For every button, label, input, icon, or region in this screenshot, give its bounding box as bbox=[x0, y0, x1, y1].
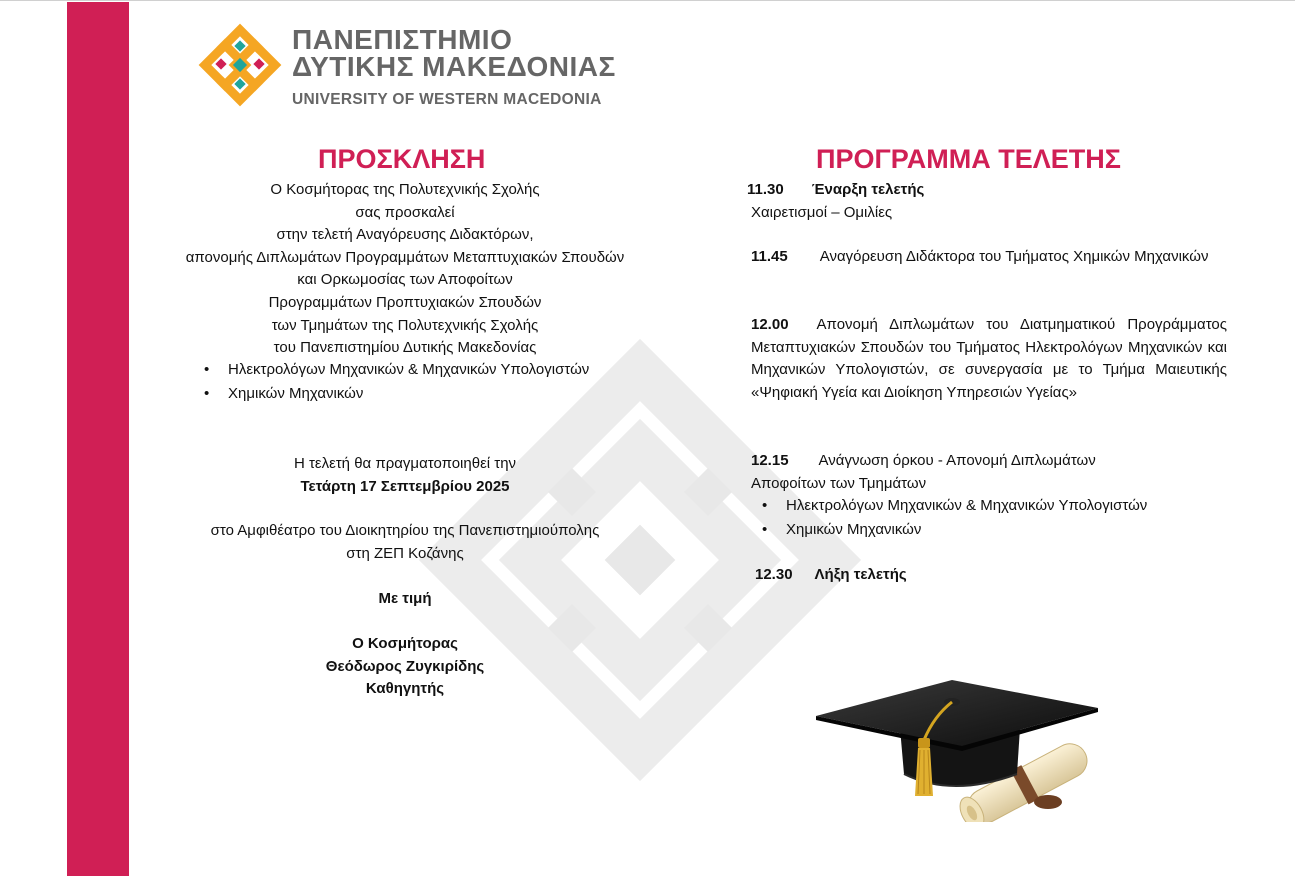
venue-line2: στη ΖΕΠ Κοζάνης bbox=[346, 544, 464, 562]
program-item-1 bbox=[747, 179, 1227, 224]
program-item-3 bbox=[751, 314, 1227, 404]
top-border bbox=[0, 0, 1295, 1]
invitation-line: των Τμημάτων της Πολυτεχνικής Σχολής bbox=[271, 316, 539, 334]
program-item-text: Αποφοίτων των Τμημάτων bbox=[751, 474, 927, 492]
program-item-4 bbox=[751, 450, 1227, 495]
invitation-line: Ο Κοσμήτορας της Πολυτεχνικής Σχολής bbox=[270, 181, 540, 198]
graduation-cap-icon bbox=[812, 676, 1102, 822]
program-item-text: Αναγόρευση Διδάκτορα του Τμήματος Χημικών Μηχανικών bbox=[819, 248, 1209, 265]
invitation-line: και Ορκωμοσίας των Αποφοίτων bbox=[297, 271, 513, 289]
bullet-icon: • bbox=[204, 361, 210, 378]
university-logo bbox=[197, 22, 642, 114]
program-time: 12.00 bbox=[751, 316, 789, 333]
invitation-line: Προγραμμάτων Προπτυχιακών Σπουδών bbox=[268, 293, 542, 311]
logo-english: UNIVERSITY OF WESTERN MACEDONIA bbox=[292, 91, 602, 108]
invitation-department-item: • Ηλεκτρολόγων Μηχανικών & Μηχανικών Υπολογιστών bbox=[204, 361, 590, 378]
venue-line1: στο Αμφιθέατρο του Διοικητηρίου της Πανεπιστημιούπολης bbox=[210, 522, 600, 539]
invitation-line: σας προσκαλεί bbox=[355, 203, 455, 221]
program-time: 12.15 bbox=[751, 452, 789, 469]
program-item-2 bbox=[751, 246, 1227, 269]
bullet-icon: • bbox=[762, 497, 768, 514]
logo-greek-line2: ΔΥΤΙΚΗΣ ΜΑΚΕΔΟΝΙΑΣ bbox=[292, 51, 616, 82]
signer-role: Ο Κοσμήτορας bbox=[352, 635, 458, 652]
invitation-department-item: • Χημικών Μηχανικών bbox=[204, 385, 364, 402]
venue-block bbox=[140, 520, 670, 565]
university-logo-icon bbox=[197, 22, 283, 108]
program-department-item: • Χημικών Μηχανικών bbox=[762, 521, 922, 538]
bullet-icon: • bbox=[762, 521, 768, 538]
signer-title: Καθηγητής bbox=[365, 680, 445, 698]
program-time: 11.45 bbox=[751, 248, 788, 265]
program-department-item: • Ηλεκτρολόγων Μηχανικών & Μηχανικών Υπολογιστών bbox=[762, 497, 1148, 514]
ceremony-date-block bbox=[140, 453, 670, 498]
regards: Με τιμή bbox=[378, 590, 432, 607]
program-time: 11.30 bbox=[747, 181, 784, 198]
ceremony-date: Τετάρτη 17 Σεπτεμβρίου 2025 bbox=[300, 477, 510, 495]
invitation-line: απονομής Διπλωμάτων Προγραμμάτων Μεταπτυχιακών Σπουδών bbox=[185, 248, 625, 266]
program-item-title: Έναρξη τελετής bbox=[811, 181, 925, 198]
invitation-line: του Πανεπιστημίου Δυτικής Μακεδονίας bbox=[273, 339, 537, 357]
program-title: ΠΡΟΓΡΑΜΜΑ ΤΕΛΕΤΗΣ bbox=[816, 144, 1121, 174]
left-accent-band bbox=[67, 2, 129, 876]
logo-greek-line1: ΠΑΝΕΠΙΣΤΗΜΙΟ bbox=[292, 24, 513, 55]
invitation-line: στην τελετή Αναγόρευσης Διδακτόρων, bbox=[276, 226, 534, 244]
signer-name: Θεόδωρος Ζυγκιρίδης bbox=[325, 657, 485, 675]
program-item-text: Ανάγνωση όρκου - Απονομή Διπλωμάτων bbox=[818, 452, 1096, 469]
invitation-body bbox=[140, 179, 670, 360]
program-item-sub: Χαιρετισμοί – Ομιλίες bbox=[751, 203, 893, 221]
signature-block bbox=[140, 633, 670, 701]
program-item-5 bbox=[755, 564, 1225, 587]
held-text: Η τελετή θα πραγματοποιηθεί την bbox=[293, 455, 517, 472]
program-item-text: Απονομή Διπλωμάτων του Διατμηματικού Προγράμματος Μεταπτυχιακών Σπουδών του Τμήματος Ηλεκτρολόγων Μηχανικών και Μηχανικών Υπολογιστών, σε συνεργασία με το Τμήμα Μαιευτικής «Ψηφιακή Υγεία και Διοίκηση Υπηρεσιών Υγείας» bbox=[751, 316, 1227, 401]
program-item-title: Λήξη τελετής bbox=[814, 566, 907, 583]
bullet-icon: • bbox=[204, 385, 210, 402]
invitation-title: ΠΡΟΣΚΛΗΣΗ bbox=[318, 144, 486, 174]
program-time: 12.30 bbox=[755, 566, 793, 583]
